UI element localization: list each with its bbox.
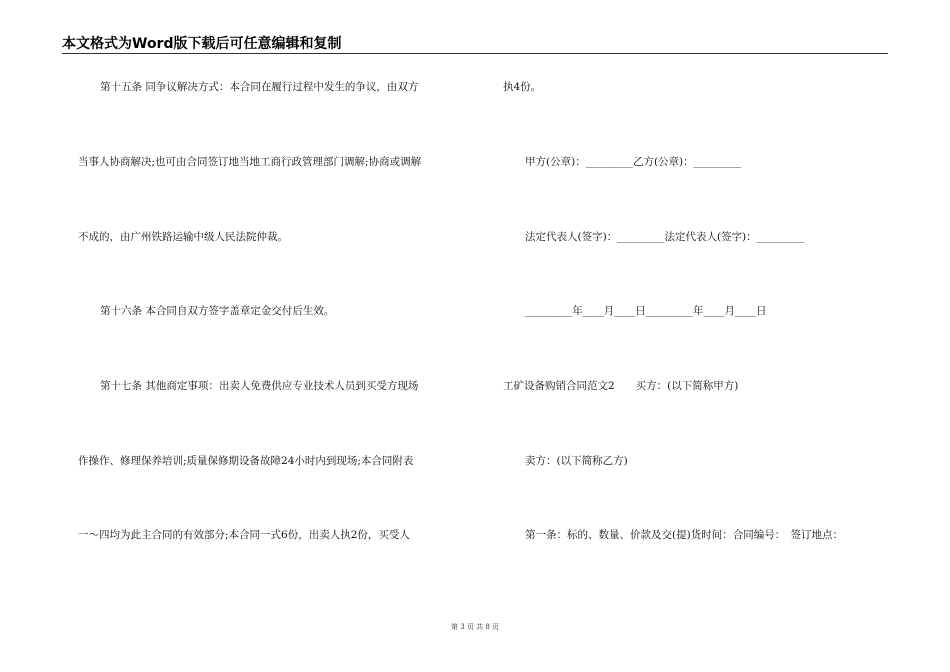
- left-line-6: 作操作、修理保养培训;质量保修期设备故障24小时内到现场;本合同附表: [78, 455, 414, 467]
- left-line-2: 当事人协商解决;也可由合同签订地当地工商行政管理部门调解;协商或调解: [78, 156, 422, 168]
- page-header-title: 本文格式为Word版下载后可任意编辑和复制: [62, 36, 342, 52]
- right-line-7: 第一条：标的、数量、价款及交(提)货时间：合同编号： 签订地点：: [525, 529, 843, 541]
- left-line-4: 第十六条 本合同自双方签字盖章定金交付后生效。: [100, 305, 335, 317]
- right-line-1: 执4份。: [503, 81, 542, 93]
- left-line-1: 第十五条 同争议解决方式：本合同在履行过程中发生的争议，由双方: [100, 81, 419, 93]
- right-line-6: 卖方：(以下简称乙方): [525, 455, 628, 467]
- right-line-3: 法定代表人(签字)：_________法定代表人(签字)：_________: [525, 231, 804, 243]
- right-line-5: 工矿设备购销合同范文2 买方：(以下简称甲方): [503, 380, 739, 392]
- left-line-3: 不成的，由广州铁路运输中级人民法院仲裁。: [78, 231, 288, 243]
- header-divider: [62, 53, 888, 54]
- left-line-5: 第十七条 其他商定事项：出卖人免费供应专业技术人员到买受方现场: [100, 380, 419, 392]
- right-line-2: 甲方(公章)：_________乙方(公章)：_________: [525, 156, 741, 168]
- left-line-7: 一～四均为此主合同的有效部分;本合同一式6份，出卖人执2份，买受人: [78, 529, 410, 541]
- right-line-4: _________年____月____日_________年____月____日: [525, 305, 767, 317]
- page-number-footer: 第 3 页 共 8 页: [450, 623, 500, 631]
